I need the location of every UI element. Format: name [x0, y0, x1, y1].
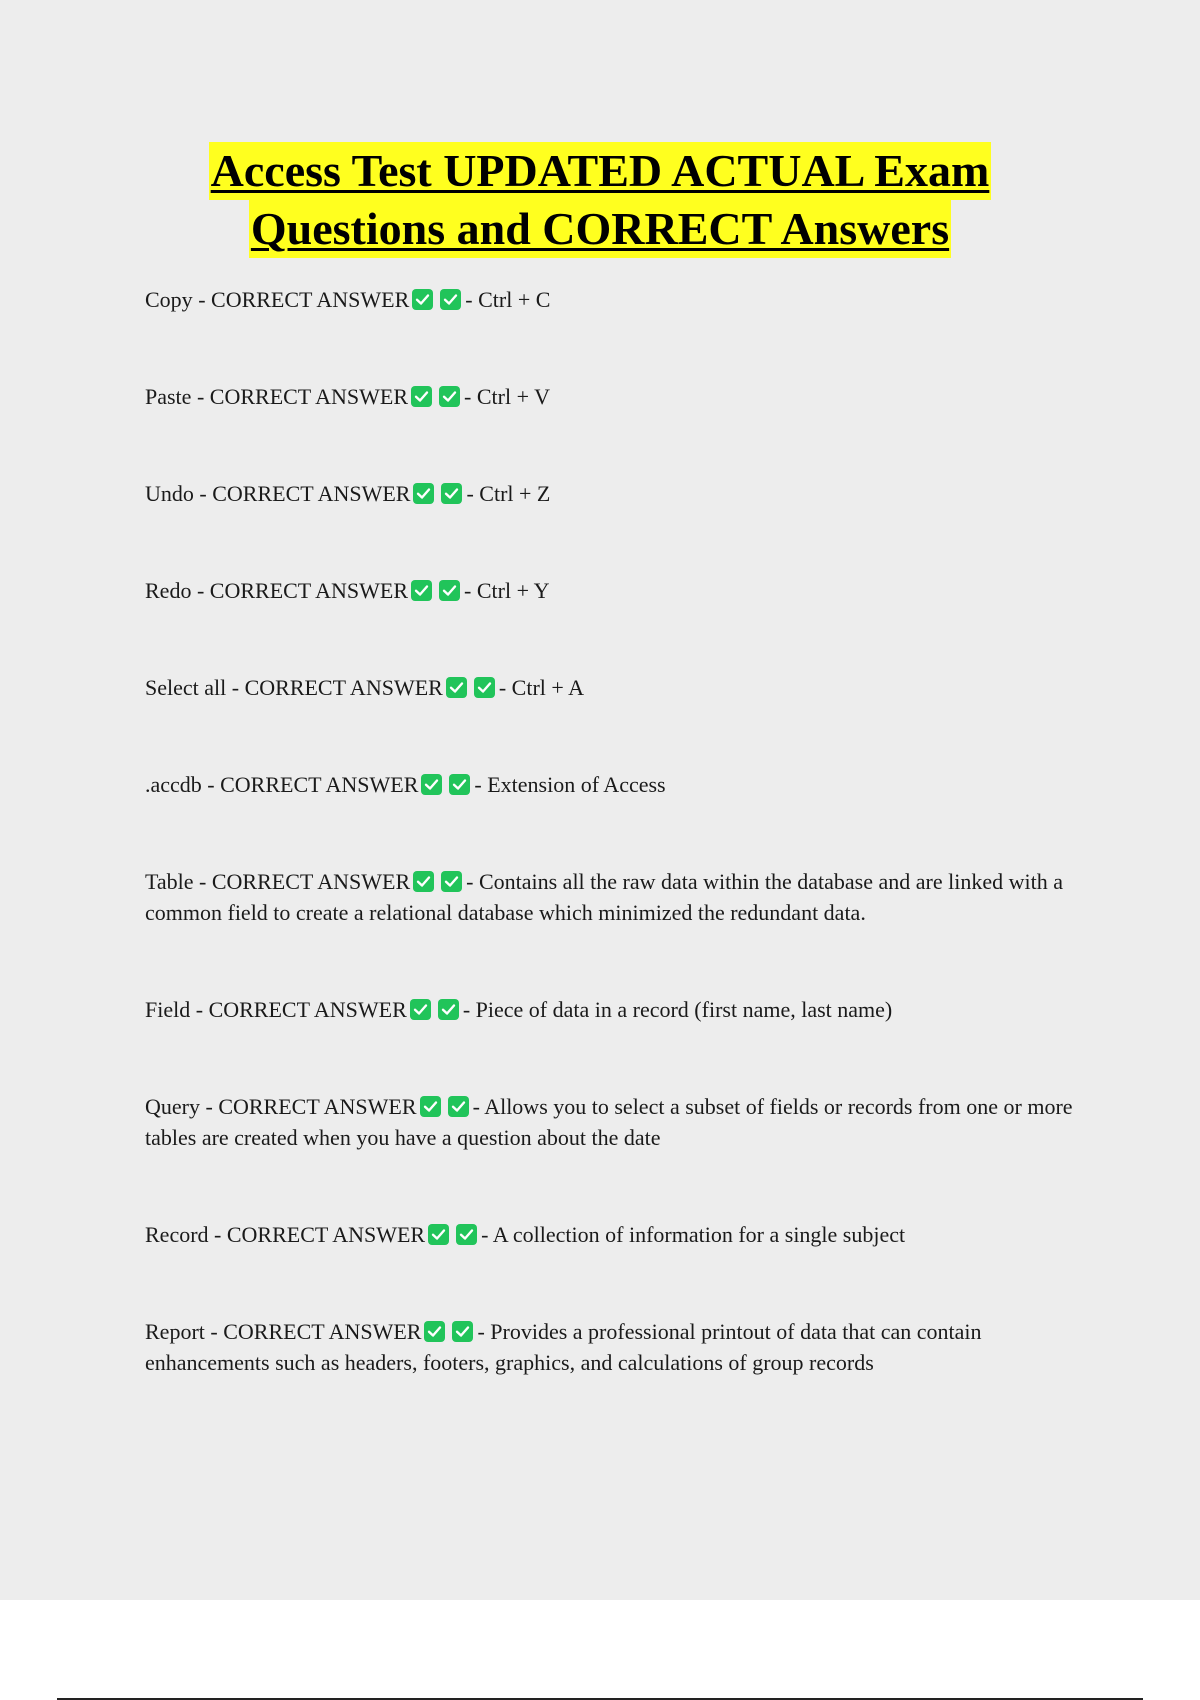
check-box-icon: [448, 1096, 469, 1117]
qa-answer: Ctrl + A: [511, 675, 584, 700]
qa-entry: Select all - CORRECT ANSWER - Ctrl + A: [145, 675, 584, 700]
check-box-icon: [438, 999, 459, 1020]
qa-entry: Record - CORRECT ANSWER - A collection of information for a single subject: [145, 1222, 906, 1247]
qa-label: CORRECT ANSWER: [208, 997, 407, 1022]
qa-term: .accdb: [145, 772, 202, 797]
qa-entry: Table - CORRECT ANSWER - Contains all the raw data within the database and are linked with a common field to create a relational database which minimized the redundant data.: [145, 869, 1063, 925]
qa-entry: Field - CORRECT ANSWER - Piece of data in a record (first name, last name): [145, 997, 893, 1022]
qa-term: Report: [145, 1319, 205, 1344]
qa-entry: Report - CORRECT ANSWER - Provides a professional printout of data that can contain enhancements such as headers, footers, graphics, and calculations of group records: [145, 1319, 982, 1375]
qa-term: Paste: [145, 384, 192, 409]
qa-answer: Ctrl + V: [476, 384, 550, 409]
qa-term: Copy: [145, 287, 193, 312]
qa-answer: Ctrl + Z: [479, 481, 551, 506]
qa-label: CORRECT ANSWER: [226, 1222, 426, 1247]
qa-answer: Ctrl + C: [478, 287, 551, 312]
qa-label: CORRECT ANSWER: [211, 869, 411, 894]
qa-answer: Allows you to select a subset of fields or records from one or more tables are created when you have a question about the date: [145, 1094, 1073, 1150]
check-box-icon: [411, 386, 432, 407]
qa-entry: .accdb - CORRECT ANSWER - Extension of Access: [145, 772, 666, 797]
qa-label: CORRECT ANSWER: [209, 578, 409, 603]
qa-term: Undo: [145, 481, 194, 506]
check-box-icon: [412, 289, 433, 310]
qa-entry: Redo - CORRECT ANSWER - Ctrl + Y: [145, 578, 550, 603]
qa-entry: Copy - CORRECT ANSWER - Ctrl + C: [145, 287, 551, 312]
check-box-icon: [428, 1224, 449, 1245]
title-line-1: Access Test UPDATED ACTUAL Exam: [209, 142, 992, 200]
qa-label: CORRECT ANSWER: [220, 772, 419, 797]
check-box-icon: [411, 580, 432, 601]
check-box-icon: [452, 1321, 473, 1342]
qa-answer: Extension of Access: [487, 772, 666, 797]
qa-answer: Contains all the raw data within the database and are linked with a common field to create a relational database which minimized the redundant data.: [145, 869, 1063, 925]
qa-term: Query: [145, 1094, 200, 1119]
qa-answer: A collection of information for a single subject: [492, 1222, 906, 1247]
check-box-icon: [441, 871, 462, 892]
qa-term: Field: [145, 997, 191, 1022]
check-box-icon: [474, 677, 495, 698]
qa-list: [145, 284, 1095, 1378]
check-box-icon: [441, 483, 462, 504]
check-box-icon: [413, 871, 434, 892]
qa-entry: Undo - CORRECT ANSWER - Ctrl + Z: [145, 481, 551, 506]
check-box-icon: [413, 483, 434, 504]
qa-label: CORRECT ANSWER: [209, 384, 409, 409]
check-box-icon: [456, 1224, 477, 1245]
qa-label: CORRECT ANSWER: [218, 1094, 417, 1119]
qa-term: Table: [145, 869, 194, 894]
qa-term: Record: [145, 1222, 209, 1247]
document-title: [0, 142, 1200, 258]
qa-answer: Provides a professional printout of data that can contain enhancements such as headers, footers, graphics, and calculations of group records: [145, 1319, 982, 1375]
check-box-icon: [424, 1321, 445, 1342]
check-box-icon: [410, 999, 431, 1020]
qa-label: CORRECT ANSWER: [244, 675, 443, 700]
check-box-icon: [421, 774, 442, 795]
check-box-icon: [440, 289, 461, 310]
qa-label: CORRECT ANSWER: [212, 481, 411, 506]
title-line-2: Questions and CORRECT Answers: [249, 200, 951, 258]
qa-term: Select all: [145, 675, 227, 700]
qa-answer: Ctrl + Y: [476, 578, 550, 603]
check-box-icon: [446, 677, 467, 698]
check-box-icon: [439, 386, 460, 407]
check-box-icon: [420, 1096, 441, 1117]
check-box-icon: [439, 580, 460, 601]
qa-entry: Paste - CORRECT ANSWER - Ctrl + V: [145, 384, 550, 409]
qa-term: Redo: [145, 578, 192, 603]
qa-answer: Piece of data in a record (first name, last name): [475, 997, 893, 1022]
check-box-icon: [449, 774, 470, 795]
qa-entry: Query - CORRECT ANSWER - Allows you to select a subset of fields or records from one or more tables are created when you have a question about the date: [145, 1094, 1073, 1150]
qa-label: CORRECT ANSWER: [223, 1319, 422, 1344]
qa-label: CORRECT ANSWER: [211, 287, 410, 312]
